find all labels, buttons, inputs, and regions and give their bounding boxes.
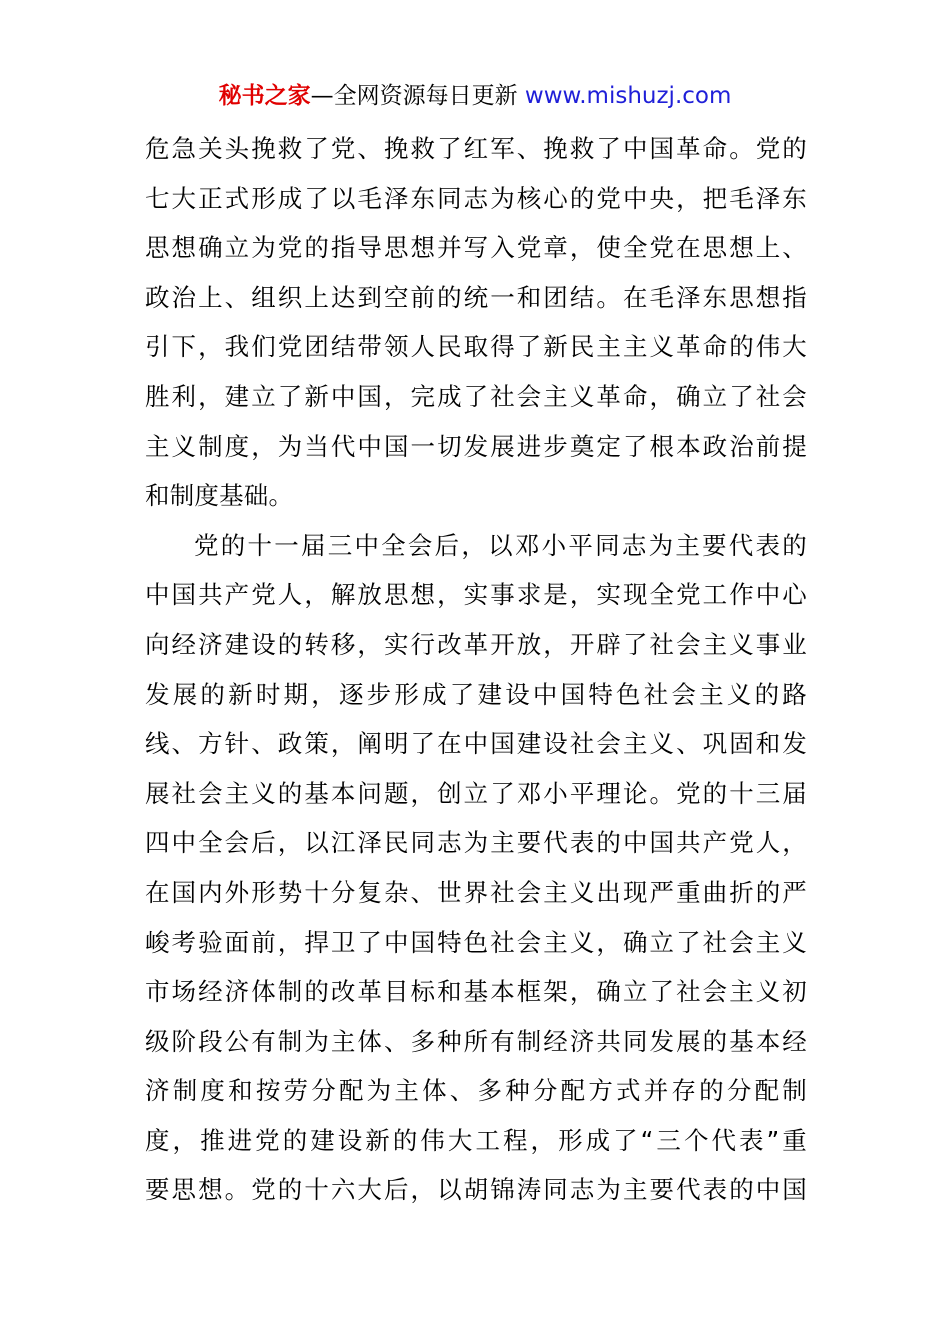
website-link[interactable]: www.mishuzj.com <box>524 83 732 109</box>
text-line: 引下，我们党团结带领人民取得了新民主主义革命的伟大 <box>145 332 807 362</box>
text-line: 中国共产党人，解放思想，实事求是，实现全党工作中心 <box>145 580 807 610</box>
brand-name: 秘书之家 <box>218 83 311 109</box>
text-line: 度，推进党的建设新的伟大工程，形成了“三个代表”重 <box>145 1125 807 1155</box>
page-header <box>0 80 950 112</box>
text-line: 峻考验面前，捍卫了中国特色社会主义，确立了社会主义 <box>145 927 807 957</box>
text-line: 展社会主义的基本问题，创立了邓小平理论。党的十三届 <box>145 778 807 808</box>
text-line: 向经济建设的转移，实行改革开放，开辟了社会主义事业 <box>145 629 807 659</box>
text-line: 要思想。党的十六大后，以胡锦涛同志为主要代表的中国 <box>145 1175 807 1205</box>
text-line: 级阶段公有制为主体、多种所有制经济共同发展的基本经 <box>145 1026 807 1056</box>
paragraph <box>145 124 807 521</box>
text-line: 党的十一届三中全会后，以邓小平同志为主要代表的 <box>194 530 807 560</box>
text-line: 七大正式形成了以毛泽东同志为核心的党中央，把毛泽东 <box>145 183 807 213</box>
text-line: 危急关头挽救了党、挽救了红军、挽救了中国革命。党的 <box>145 134 807 163</box>
text-line: 四中全会后，以江泽民同志为主要代表的中国共产党人， <box>145 828 807 858</box>
text-line: 济制度和按劳分配为主体、多种分配方式并存的分配制 <box>145 1076 807 1106</box>
text-line: 线、方针、政策，阐明了在中国建设社会主义、巩固和发 <box>145 729 807 759</box>
header-tagline: —全网资源每日更新 <box>310 83 525 109</box>
paragraph <box>145 521 807 1215</box>
text-line: 和制度基础。 <box>145 481 294 511</box>
text-line: 主义制度，为当代中国一切发展进步奠定了根本政治前提 <box>145 431 807 461</box>
text-line: 发展的新时期，逐步形成了建设中国特色社会主义的路 <box>145 679 807 709</box>
text-line: 市场经济体制的改革目标和基本框架，确立了社会主义初 <box>145 977 807 1007</box>
text-line: 政治上、组织上达到空前的统一和团结。在毛泽东思想指 <box>145 282 807 312</box>
text-line: 在国内外形势十分复杂、世界社会主义出现严重曲折的严 <box>145 877 807 907</box>
document-body <box>145 124 807 1215</box>
text-line: 胜利，建立了新中国，完成了社会主义革命，确立了社会 <box>145 381 807 411</box>
text-line: 思想确立为党的指导思想并写入党章，使全党在思想上、 <box>145 233 807 263</box>
